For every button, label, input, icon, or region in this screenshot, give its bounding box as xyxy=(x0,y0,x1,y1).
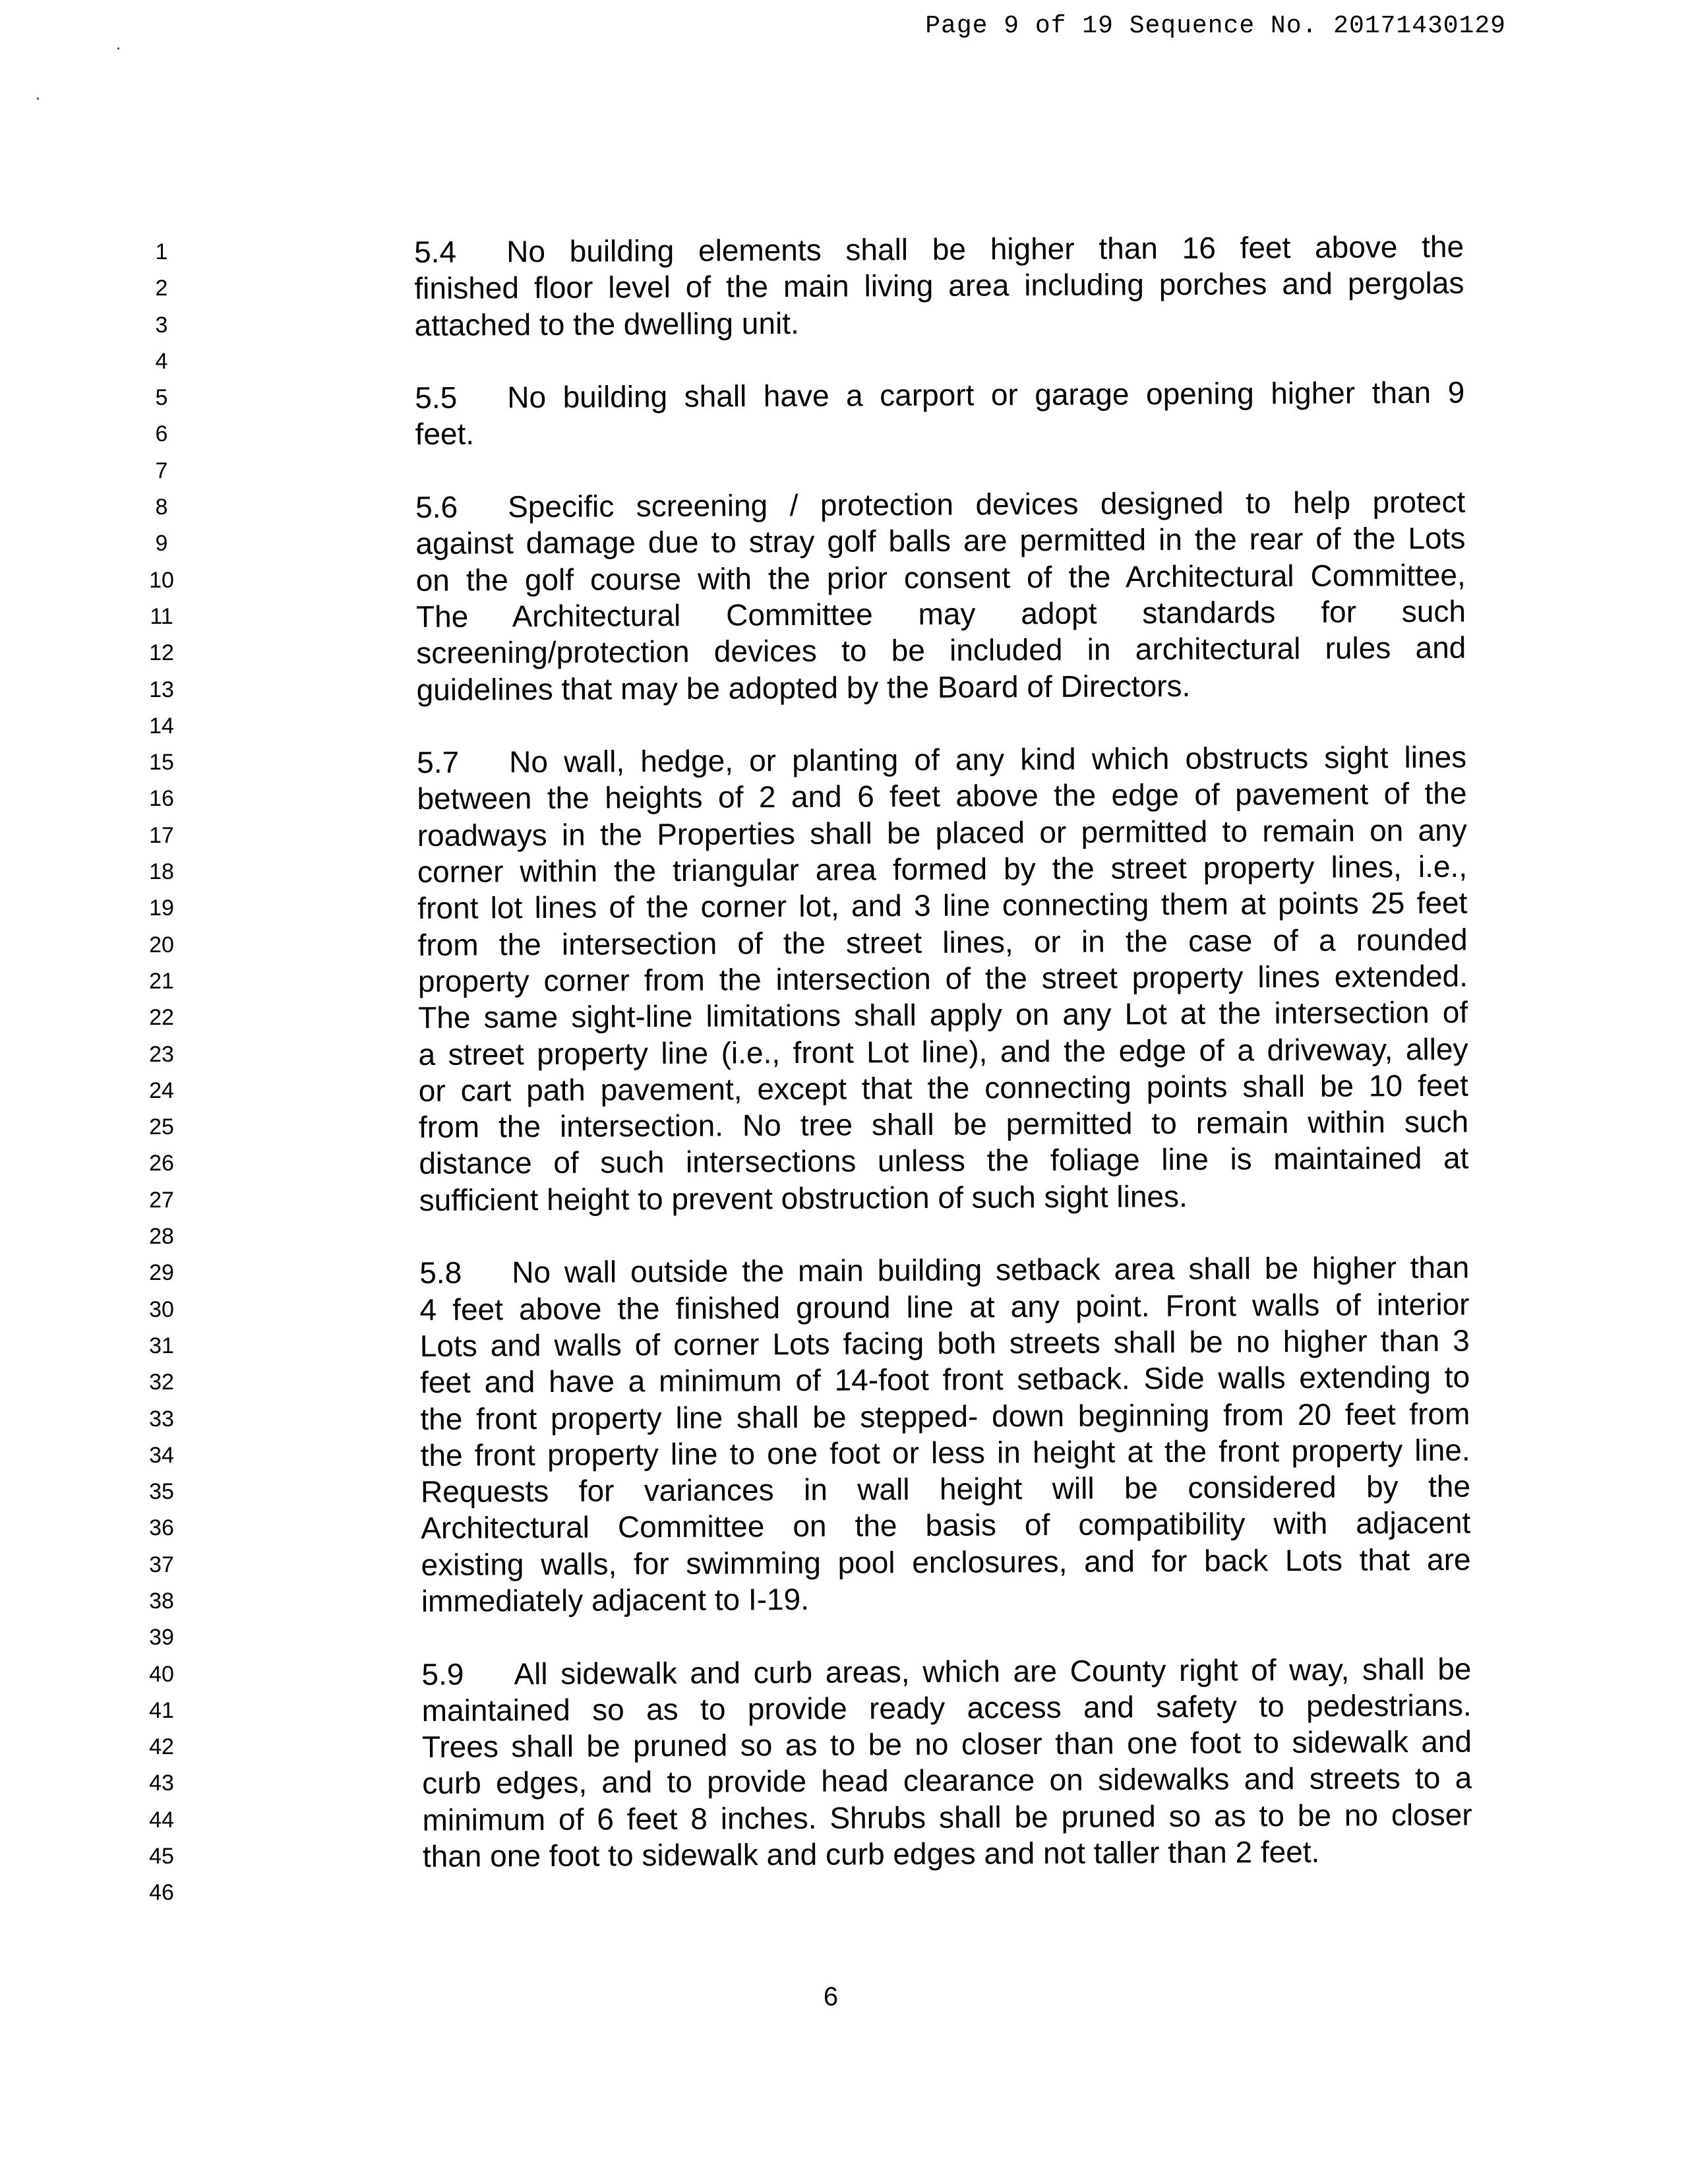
blank-line xyxy=(421,1614,1471,1656)
line-number: 33 xyxy=(149,1406,174,1432)
line-number: 5 xyxy=(155,385,168,411)
line-text: front lot lines of the corner lot, and 3 line connecting them at points 25 feet xyxy=(417,885,1468,926)
line-text: property corner from the intersection of the street property lines extended. xyxy=(417,958,1468,998)
line-number: 17 xyxy=(149,822,174,848)
line-text: No building shall have a carport or garage opening higher than 9 xyxy=(507,375,1465,415)
page-number: 6 xyxy=(823,1982,839,2011)
body-line xyxy=(416,630,1466,672)
body-line xyxy=(415,520,1465,562)
line-text: attached to the dwelling unit. xyxy=(414,305,799,342)
body-line xyxy=(420,1323,1470,1365)
line-number: 35 xyxy=(149,1479,174,1505)
line-number: 31 xyxy=(149,1333,174,1358)
body-line xyxy=(421,1469,1470,1511)
body-line xyxy=(418,994,1468,1037)
line-number: 3 xyxy=(155,312,168,338)
line-number: 45 xyxy=(149,1844,174,1869)
line-text: Lots and walls of corner Lots facing both streets shall be no higher than 3 xyxy=(419,1323,1470,1363)
line-text: sufficient height to prevent obstruction of such sight lines. xyxy=(419,1178,1188,1217)
line-number: 9 xyxy=(155,531,168,557)
line-number: 36 xyxy=(149,1515,174,1541)
line-number: 38 xyxy=(149,1588,174,1614)
body-line xyxy=(417,739,1466,781)
line-text: immediately adjacent to I-19. xyxy=(421,1581,810,1618)
line-number: 2 xyxy=(155,276,168,301)
body-line xyxy=(417,849,1467,891)
line-number: 25 xyxy=(149,1114,174,1140)
section-5-9 xyxy=(421,1651,1472,1875)
line-number-column xyxy=(132,234,191,1912)
line-text: guidelines that may be adopted by the Board of Directors. xyxy=(416,668,1191,707)
line-text: a street property line (i.e., front Lot line), and the edge of a driveway, alley xyxy=(418,1031,1468,1072)
line-number: 16 xyxy=(149,786,174,812)
line-text: screening/protection devices to be included in architectural rules and xyxy=(416,630,1466,671)
body-line xyxy=(422,1724,1472,1766)
line-number: 12 xyxy=(149,640,174,666)
body-line xyxy=(415,484,1465,526)
line-text: the front property line to one foot or less in height at the front property line. xyxy=(420,1432,1470,1472)
line-text: All sidewalk and curb areas, which are County right of way, shall be xyxy=(514,1651,1472,1691)
line-number: 39 xyxy=(149,1625,174,1651)
line-text: existing walls, for swimming pool enclosures, and for back Lots that are xyxy=(421,1542,1471,1582)
line-number: 22 xyxy=(149,1005,174,1031)
body-line xyxy=(418,921,1468,963)
line-number: 26 xyxy=(149,1151,174,1176)
body-line xyxy=(416,593,1466,636)
body-line xyxy=(418,958,1468,1000)
line-text: than one foot to sidewalk and curb edges and not taller than 2 feet. xyxy=(422,1834,1320,1874)
section-5-5 xyxy=(415,375,1465,453)
line-text: 4 feet above the finished ground line at any point. Front walls of interior xyxy=(419,1287,1470,1327)
line-number: 28 xyxy=(149,1224,174,1250)
body-line xyxy=(421,1651,1471,1693)
section-5-7 xyxy=(417,739,1469,1219)
body-line xyxy=(419,1140,1468,1182)
body-line xyxy=(422,1687,1472,1730)
line-number: 32 xyxy=(149,1370,174,1395)
body-line xyxy=(422,1796,1472,1838)
line-text: against damage due to stray golf balls are permitted in the rear of the Lots xyxy=(415,521,1466,561)
page-header: Page 9 of 19 Sequence No. 20171430129 xyxy=(925,12,1506,40)
body-line xyxy=(417,812,1467,854)
line-number: 20 xyxy=(149,932,174,957)
line-text: finished floor level of the main living area including porches and pergolas xyxy=(414,265,1464,306)
body-line xyxy=(419,1250,1469,1292)
line-number: 29 xyxy=(149,1260,174,1286)
body-line xyxy=(421,1541,1470,1583)
section-number: 5.9 xyxy=(421,1656,464,1691)
body-line xyxy=(419,1176,1469,1219)
line-text: the front property line shall be stepped- down beginning from 20 feet from xyxy=(420,1396,1470,1436)
body-line xyxy=(423,1833,1472,1875)
line-text: Trees shall be pruned so as to be no closer than one foot to sidewalk and xyxy=(421,1724,1472,1765)
line-text: The Architectural Committee may adopt standards for such xyxy=(415,593,1466,634)
line-number: 43 xyxy=(149,1771,174,1796)
body-line xyxy=(415,411,1464,453)
line-text: corner within the triangular area formed by the street property lines, i.e., xyxy=(417,849,1468,890)
line-text: No wall outside the main building setback area shall be higher than xyxy=(512,1250,1470,1290)
body-line xyxy=(420,1395,1470,1438)
body-line xyxy=(416,666,1466,708)
line-number: 6 xyxy=(155,421,168,447)
section-number: 5.8 xyxy=(419,1255,462,1290)
line-text: Requests for variances in wall height will be considered by the xyxy=(420,1469,1471,1509)
line-number: 30 xyxy=(149,1296,174,1322)
line-text: distance of such intersections unless the foliage line is maintained at xyxy=(419,1141,1469,1181)
body-line xyxy=(417,885,1467,927)
line-number: 44 xyxy=(149,1807,174,1833)
line-text: curb edges, and to provide head clearance on sidewalks and streets to a xyxy=(422,1761,1472,1801)
line-text: between the heights of 2 and 6 feet above the edge of pavement of the xyxy=(417,776,1467,816)
line-number: 1 xyxy=(155,239,168,264)
line-number: 10 xyxy=(149,567,174,593)
body-line xyxy=(421,1578,1471,1620)
body-line xyxy=(415,301,1464,344)
blank-line xyxy=(419,1213,1469,1256)
blank-line xyxy=(415,447,1465,489)
line-text: No building elements shall be higher than 16 feet above the xyxy=(506,229,1464,269)
line-number: 42 xyxy=(149,1734,174,1760)
body-line xyxy=(419,1104,1468,1146)
line-text: or cart path pavement, except that the connecting points shall be 10 feet xyxy=(418,1068,1468,1108)
line-text: from the intersection of the street lines, or in the case of a rounded xyxy=(417,922,1468,962)
line-number: 24 xyxy=(149,1077,174,1103)
line-text: feet and have a minimum of 14-foot front setback. Side walls extending to xyxy=(419,1359,1470,1400)
line-number: 13 xyxy=(149,677,174,702)
blank-line xyxy=(417,703,1466,745)
line-number: 37 xyxy=(149,1552,174,1577)
body-line xyxy=(414,229,1464,271)
body-line xyxy=(419,1286,1469,1328)
line-text: Architectural Committee on the basis of compatibility with adjacent xyxy=(421,1505,1471,1546)
line-number: 34 xyxy=(149,1442,174,1468)
scan-speck xyxy=(37,98,39,100)
line-text: on the golf course with the prior consent of the Architectural Committee, xyxy=(415,557,1466,597)
body-line xyxy=(414,265,1464,307)
line-number: 27 xyxy=(149,1187,174,1213)
line-number: 14 xyxy=(149,713,174,739)
blank-line xyxy=(415,338,1464,380)
body-line xyxy=(421,1505,1470,1547)
line-text: minimum of 6 feet 8 inches. Shrubs shall be pruned so as to be no closer xyxy=(422,1797,1472,1837)
line-number: 40 xyxy=(149,1661,174,1687)
line-text: Specific screening / protection devices designed to help protect xyxy=(508,484,1466,524)
section-number: 5.5 xyxy=(415,380,458,415)
line-number: 7 xyxy=(155,458,168,483)
body-line xyxy=(417,775,1466,818)
section-number: 5.7 xyxy=(417,744,460,780)
line-number: 21 xyxy=(149,968,174,994)
line-number: 18 xyxy=(149,859,174,885)
body-line xyxy=(422,1760,1472,1802)
scan-speck xyxy=(117,47,119,49)
line-text: feet. xyxy=(415,417,475,452)
body-line xyxy=(418,1031,1468,1073)
section-number: 5.4 xyxy=(414,234,457,269)
body-line xyxy=(416,557,1466,599)
line-text: roadways in the Properties shall be placed or permitted to remain on any xyxy=(417,812,1467,853)
line-text: The same sight-line limitations shall apply on any Lot at the intersection of xyxy=(418,994,1468,1035)
document-body xyxy=(414,229,1472,1875)
line-text: No wall, hedge, or planting of any kind which obstructs sight lines xyxy=(509,739,1467,779)
line-number: 19 xyxy=(149,895,174,921)
section-5-4 xyxy=(414,229,1464,344)
section-5-6 xyxy=(415,484,1466,708)
section-number: 5.6 xyxy=(415,489,458,525)
body-line xyxy=(421,1432,1470,1474)
line-number: 41 xyxy=(149,1697,174,1723)
line-number: 11 xyxy=(150,603,173,629)
line-text: maintained so as to provide ready access and safety to pedestrians. xyxy=(421,1687,1472,1728)
line-number: 4 xyxy=(155,348,168,374)
line-number: 8 xyxy=(155,495,168,520)
body-line xyxy=(420,1359,1470,1401)
body-line xyxy=(419,1067,1468,1109)
line-number: 46 xyxy=(149,1880,174,1906)
line-number: 23 xyxy=(149,1041,174,1067)
line-text: from the intersection. No tree shall be permitted to remain within such xyxy=(418,1104,1469,1145)
section-5-8 xyxy=(419,1250,1471,1620)
body-line xyxy=(415,375,1464,417)
line-number: 15 xyxy=(149,750,174,775)
